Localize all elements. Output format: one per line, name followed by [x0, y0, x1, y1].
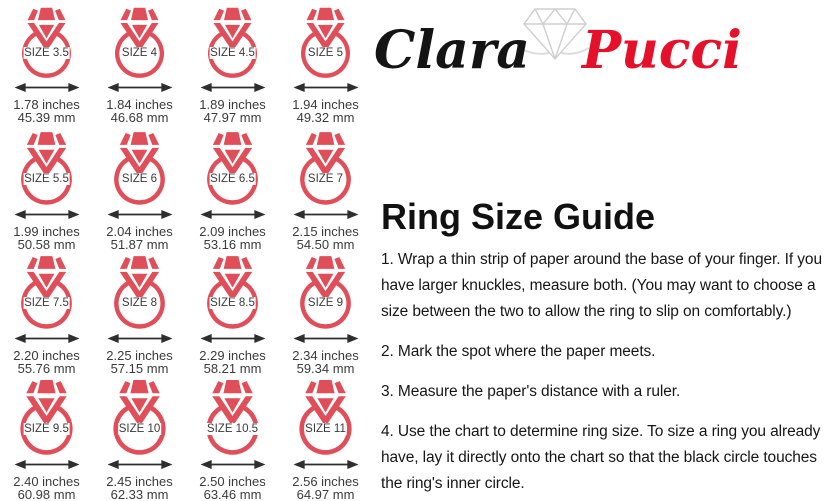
diamond-ring-icon [14, 376, 79, 457]
ring-measurements [106, 476, 173, 501]
brand-name-last: Pucci [581, 20, 742, 81]
diameter-arrow-icon [104, 458, 176, 471]
brand-name [374, 20, 742, 81]
ring-measurements [13, 99, 80, 124]
mm-value: 47.97 mm [203, 109, 262, 125]
ring-figure [109, 4, 170, 80]
inches-value: 2.34 inches [292, 348, 359, 363]
diameter-arrow-icon [290, 332, 362, 345]
mm-value: 64.97 mm [296, 486, 355, 501]
diameter-arrow-icon [197, 81, 269, 94]
instruction-step-2: 2. Mark the spot where the paper meets. [381, 343, 656, 360]
diameter-arrow-icon [11, 458, 83, 471]
inches-value: 2.45 inches [106, 474, 173, 489]
ring-size-label: SIZE 8.5 [210, 297, 255, 310]
ring-size-cell [186, 252, 279, 376]
ring-measurements [106, 350, 173, 375]
inches-value: 2.04 inches [106, 224, 173, 239]
diamond-ring-icon [294, 252, 357, 331]
ring-measurements [292, 99, 359, 124]
mm-value: 50.58 mm [17, 236, 76, 252]
ring-figure [201, 128, 264, 207]
ring-figure [293, 376, 358, 457]
ring-size-label: SIZE 11 [305, 422, 346, 435]
diameter-arrow-icon [197, 458, 269, 471]
ring-figure [200, 376, 265, 457]
ring-size-label: SIZE 8 [121, 297, 158, 310]
ring-measurements [106, 99, 173, 124]
diameter-arrow-icon [290, 458, 362, 471]
ring-measurements [292, 476, 359, 501]
diameter-arrow-icon [11, 208, 83, 221]
mm-value: 55.76 mm [17, 360, 76, 376]
ring-figure [108, 128, 171, 207]
ring-measurements [199, 99, 266, 124]
ring-figure [294, 252, 357, 331]
ring-figure [201, 252, 264, 331]
ring-size-cell [279, 128, 372, 252]
mm-value: 62.33 mm [110, 486, 169, 501]
diamond-ring-icon [15, 252, 78, 331]
diameter-arrow-icon [11, 81, 83, 94]
ring-measurements [13, 350, 80, 375]
inches-value: 1.94 inches [292, 97, 359, 112]
ring-size-label: SIZE 6 [121, 173, 158, 186]
ring-size-cell [0, 252, 93, 376]
mm-value: 57.15 mm [110, 360, 169, 376]
ring-size-label: SIZE 9 [307, 297, 344, 310]
ring-size-label: SIZE 10 [118, 422, 161, 435]
ring-measurements [13, 226, 80, 251]
ring-figure [15, 252, 78, 331]
diameter-arrow-icon [104, 332, 176, 345]
ring-size-label: SIZE 6.5 [210, 173, 255, 186]
ring-figure [108, 252, 171, 331]
diamond-ring-icon [108, 128, 171, 207]
inches-value: 1.99 inches [13, 224, 80, 239]
ring-size-cell [0, 376, 93, 500]
diameter-arrow-icon [197, 332, 269, 345]
ring-measurements [292, 350, 359, 375]
ring-measurements [106, 226, 173, 251]
ring-size-cell [93, 252, 186, 376]
inches-value: 2.50 inches [199, 474, 266, 489]
ring-size-cell [186, 376, 279, 500]
ring-size-cell [279, 252, 372, 376]
ring-size-cell [186, 4, 279, 128]
brand-logo [372, 6, 812, 106]
mm-value: 63.46 mm [203, 486, 262, 501]
ring-figure [295, 4, 356, 80]
ring-size-label: SIZE 3.5 [24, 47, 69, 60]
inches-value: 1.84 inches [106, 97, 173, 112]
mm-value: 54.50 mm [296, 236, 355, 252]
ring-measurements [199, 350, 266, 375]
ring-size-label: SIZE 7.5 [24, 297, 69, 310]
ring-size-cell [93, 128, 186, 252]
ring-figure [294, 128, 357, 207]
ring-size-cell [279, 4, 372, 128]
diamond-ring-icon [200, 376, 265, 457]
ring-size-label: SIZE 4 [121, 47, 158, 60]
diamond-ring-icon [107, 376, 172, 457]
ring-measurements [292, 226, 359, 251]
ring-size-cell [186, 128, 279, 252]
ring-size-chart [0, 4, 374, 500]
instruction-step-4: 4. Use the chart to determine ring size. To size a ring you already have, lay it directly onto the chart so that the black circle touches the ring's inner circle. [381, 423, 821, 492]
ring-size-cell [93, 376, 186, 500]
diameter-arrow-icon [104, 208, 176, 221]
diamond-ring-icon [108, 252, 171, 331]
ring-size-cell [93, 4, 186, 128]
diamond-ring-icon [201, 252, 264, 331]
mm-value: 45.39 mm [17, 109, 76, 125]
inches-value: 2.20 inches [13, 348, 80, 363]
ring-figure [202, 4, 263, 80]
page-title: Ring Size Guide [381, 196, 656, 237]
inches-value: 2.56 inches [292, 474, 359, 489]
ring-measurements [199, 476, 266, 501]
instruction-step-1: 1. Wrap a thin strip of paper around the base of your finger. If you have larger knuckles, measure both. (You may want to choose a size between the two to allow the ring to slip on comfortably.) [381, 251, 822, 320]
brand-name-first: Clara [374, 20, 530, 81]
inches-value: 2.29 inches [199, 348, 266, 363]
diameter-arrow-icon [290, 208, 362, 221]
diamond-ring-icon [16, 4, 77, 80]
ring-figure [16, 4, 77, 80]
inches-value: 1.89 inches [199, 97, 266, 112]
ring-size-cell [279, 376, 372, 500]
diameter-arrow-icon [197, 208, 269, 221]
mm-value: 58.21 mm [203, 360, 262, 376]
diamond-ring-icon [15, 128, 78, 207]
diamond-ring-icon [294, 128, 357, 207]
ring-size-cell [0, 128, 93, 252]
mm-value: 51.87 mm [110, 236, 169, 252]
inches-value: 2.40 inches [13, 474, 80, 489]
ring-measurements [199, 226, 266, 251]
mm-value: 53.16 mm [203, 236, 262, 252]
ring-figure [107, 376, 172, 457]
ring-figure [14, 376, 79, 457]
diameter-arrow-icon [104, 81, 176, 94]
diamond-ring-icon [201, 128, 264, 207]
ring-size-label: SIZE 5 [307, 47, 344, 60]
ring-figure [15, 128, 78, 207]
mm-value: 59.34 mm [296, 360, 355, 376]
diameter-arrow-icon [11, 332, 83, 345]
instruction-step-3: 3. Measure the paper's distance with a ruler. [381, 383, 681, 400]
mm-value: 49.32 mm [296, 109, 355, 125]
instruction-list [381, 247, 837, 501]
inches-value: 2.15 inches [292, 224, 359, 239]
ring-size-label: SIZE 10.5 [206, 422, 259, 435]
ring-size-label: SIZE 5.5 [24, 173, 69, 186]
ring-measurements [13, 476, 80, 501]
diameter-arrow-icon [290, 81, 362, 94]
inches-value: 2.25 inches [106, 348, 173, 363]
ring-size-cell [0, 4, 93, 128]
ring-size-label: SIZE 7 [307, 173, 344, 186]
diamond-ring-icon [109, 4, 170, 80]
mm-value: 60.98 mm [17, 486, 76, 501]
inches-value: 1.78 inches [13, 97, 80, 112]
inches-value: 2.09 inches [199, 224, 266, 239]
mm-value: 46.68 mm [110, 109, 169, 125]
diamond-ring-icon [293, 376, 358, 457]
diamond-ring-icon [202, 4, 263, 80]
ring-size-label: SIZE 4.5 [210, 47, 255, 60]
ring-size-label: SIZE 9.5 [24, 422, 69, 435]
diamond-ring-icon [295, 4, 356, 80]
